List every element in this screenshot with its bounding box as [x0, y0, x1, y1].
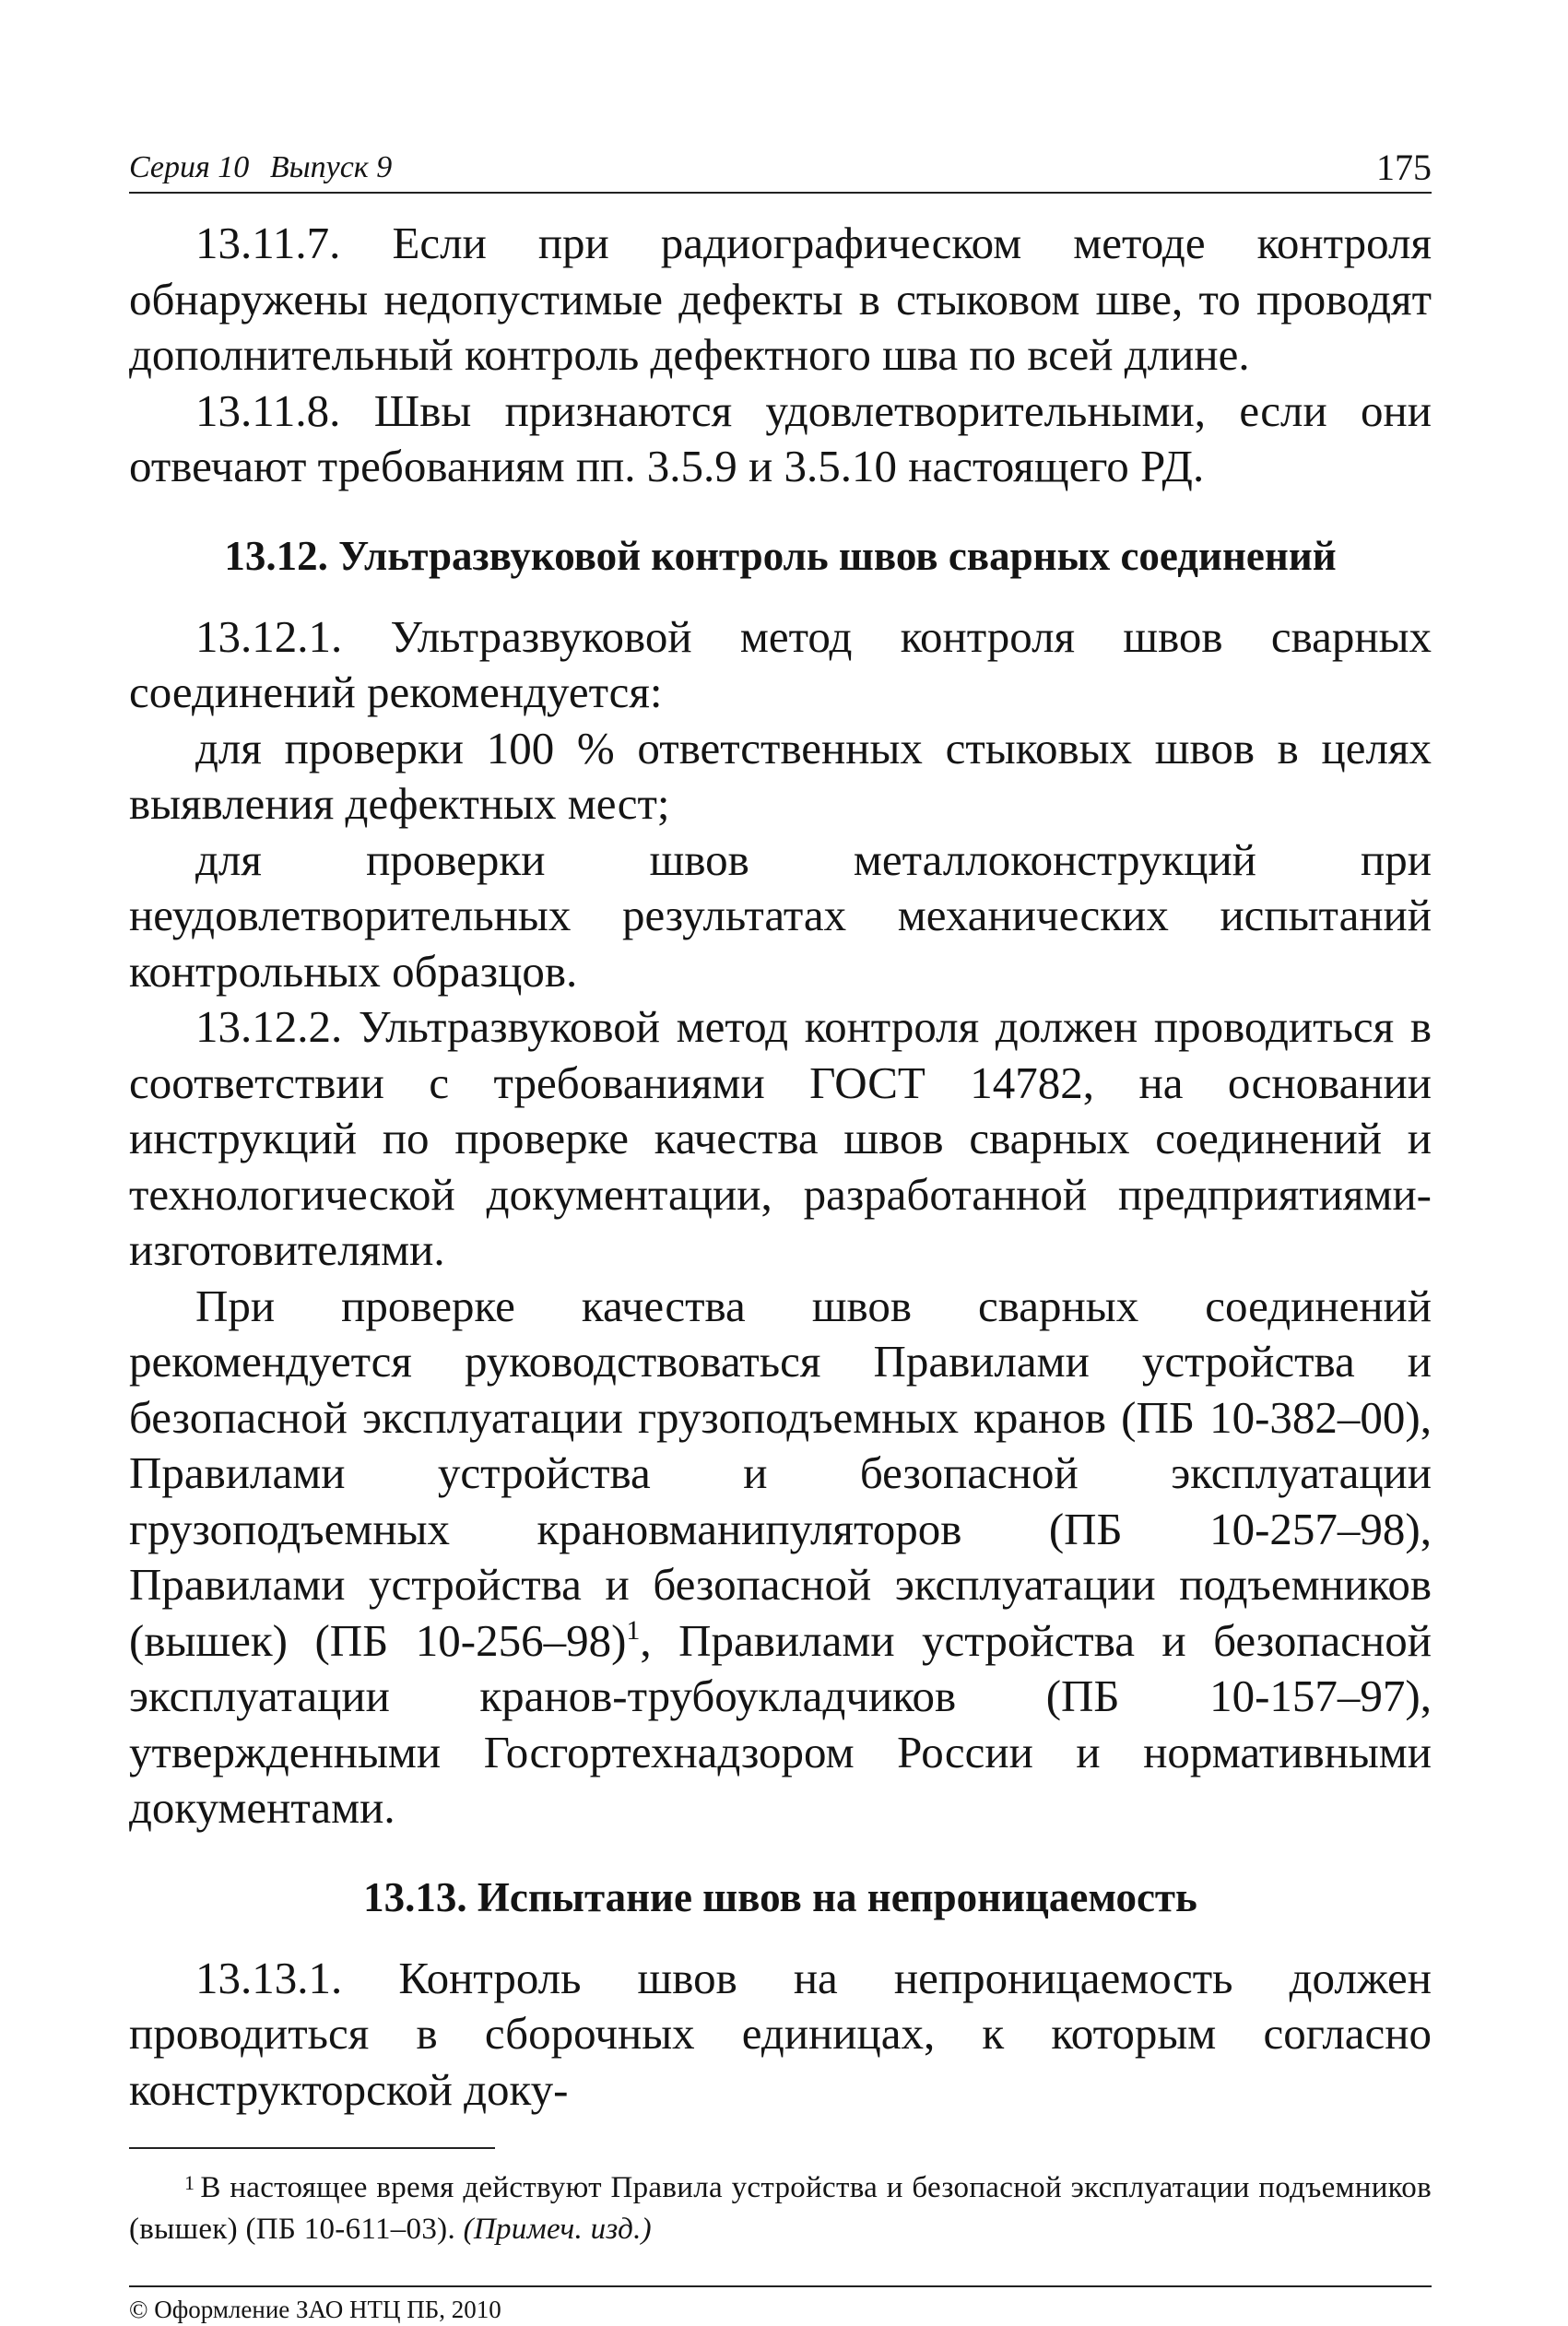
paragraph-13-12-1-item-a: для проверки 100 % ответственных стыковых швов в целях выявления дефектных мест;: [129, 722, 1432, 829]
series-label: Серия 10: [129, 150, 250, 184]
footnote-reference[interactable]: 1: [626, 1614, 641, 1646]
copyright-separator: [129, 2285, 1432, 2287]
paragraph-rules: [129, 1279, 1432, 1836]
paragraph-13-11-7: 13.11.7. Если при радиографическом методе контроля обнаружены недопустимые дефекты в стыковом шве, то проводят дополнительный контроль дефектного шва по всей длине.: [129, 218, 1432, 380]
paragraph-13-11-8: 13.11.8. Швы признаются удовлетворительными, если они отвечают требованиям пп. 3.5.9 и 3.5.10 настоящего РД.: [129, 384, 1432, 491]
issue-label: Выпуск 9: [269, 150, 393, 184]
paragraph-13-12-1-item-b: для проверки швов металлоконструкций при неудовлетворительных результатах механических испытаний контрольных образцов.: [129, 833, 1432, 997]
footnote-editor-note: (Примеч. изд.): [463, 2213, 652, 2246]
paragraph-13-12-2: 13.12.2. Ультразвуковой метод контроля должен проводиться в соответствии с требованиями ГОСТ 14782, на основании инструкций по проверке качества швов сварных соединений и технологической документации, разработанной предприятиями-изготовителями.: [129, 1001, 1432, 1275]
document-page: [129, 148, 1432, 2326]
paragraph-rules-text-1: При проверке качества швов сварных соединений рекомендуется руководствоваться Правилами устройства и безопасной эксплуатации грузоподъемных кранов (ПБ 10-382–00), Правилами устройства и безопасной эксплуатации грузоподъемных крановманипуляторов (ПБ 10-257–98), Правилами устройства и безопасной эксплуатации подъемников (вышек) (ПБ 10-256–98): [129, 1280, 1432, 1666]
paragraph-13-13-1: 13.13.1. Контроль швов на непроницаемость должен проводиться в сборочных единицах, к которым согласно конструкторской доку-: [129, 1952, 1432, 2115]
page-number: 175: [1376, 147, 1432, 188]
section-heading-13-12: 13.12. Ультразвуковой контроль швов сварных соединений: [224, 532, 1337, 579]
copyright-line: © Оформление ЗАО НТЦ ПБ, 2010: [129, 2296, 501, 2323]
footnote-separator: [129, 2147, 495, 2149]
series-info: [129, 148, 392, 188]
running-header: [129, 148, 1432, 194]
footnote-text: В настоящее время действуют Правила устройства и безопасной эксплуатации подъемников (вышек) (ПБ 10-611–03).: [129, 2171, 1432, 2246]
paragraph-rules-text-2: , Правилами устройства и безопасной эксплуатации кранов-трубоукладчиков (ПБ 10-157–97), утвержденными Госгортехнадзором России и нормативными документами.: [129, 1614, 1432, 1833]
main-text: [129, 216, 1432, 2118]
section-heading-13-13: 13.13. Испытание швов на непроницаемость: [363, 1873, 1197, 1920]
footnote-marker: 1: [184, 2171, 195, 2194]
paragraph-13-12-1: 13.12.1. Ультразвуковой метод контроля швов сварных соединений рекомендуется:: [129, 610, 1432, 717]
footnote: [129, 2162, 1432, 2250]
